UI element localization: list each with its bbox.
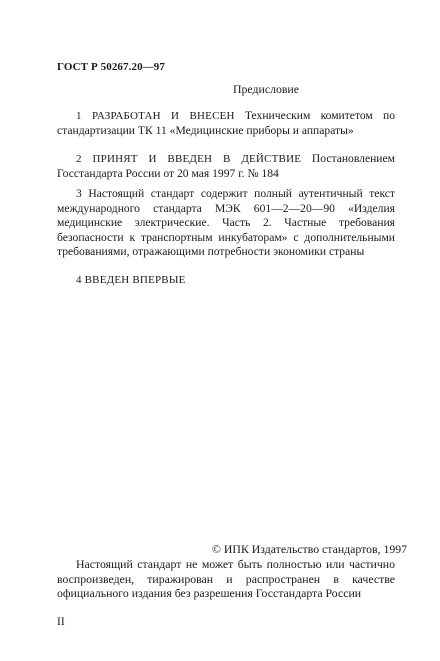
reproduction-notice: [57, 557, 395, 601]
paragraph-1-lead: 1 РАЗРАБОТАН И ВНЕСЕН: [76, 110, 235, 122]
paragraph-1-text: Техническим комитетом по стандартизации ТК 11 «Медицинские приборы и аппараты»: [57, 109, 396, 137]
copyright-line: © ИПК Издательство стандартов, 1997: [212, 542, 408, 556]
paragraph-1: [57, 109, 395, 138]
paragraph-4-lead: 4 ВВЕДЕН ВПЕРВЫЕ: [76, 274, 186, 286]
paragraph-3-text: 3 Настоящий стандарт содержит полный аутентичный текст международного стандарта МЭК 601—2—20—90 «Изделия медицинские электрические. Часть 2. Частные требования безопасности к транспортным инкубаторам» с дополнительными требованиями, отражающими потребности экономики страны: [57, 187, 395, 259]
paragraph-2-lead: 2 ПРИНЯТ И ВВЕДЕН В ДЕЙСТВИЕ: [76, 153, 302, 165]
document-code: ГОСТ Р 50267.20—97: [57, 61, 165, 73]
paragraph-4: [57, 273, 395, 288]
page-number: II: [57, 616, 65, 628]
paragraph-2: [57, 152, 395, 181]
reproduction-notice-text: Настоящий стандарт не может быть полностью или частично воспроизведен, тиражирован и распространен в качестве официального издания без разрешения Госстандарта России: [57, 557, 395, 601]
paragraph-2-text: Постановлением Госстандарта России от 20 мая 1997 г. № 184: [57, 152, 395, 180]
section-title: Предисловие: [233, 82, 299, 96]
paragraph-3: [57, 187, 395, 260]
